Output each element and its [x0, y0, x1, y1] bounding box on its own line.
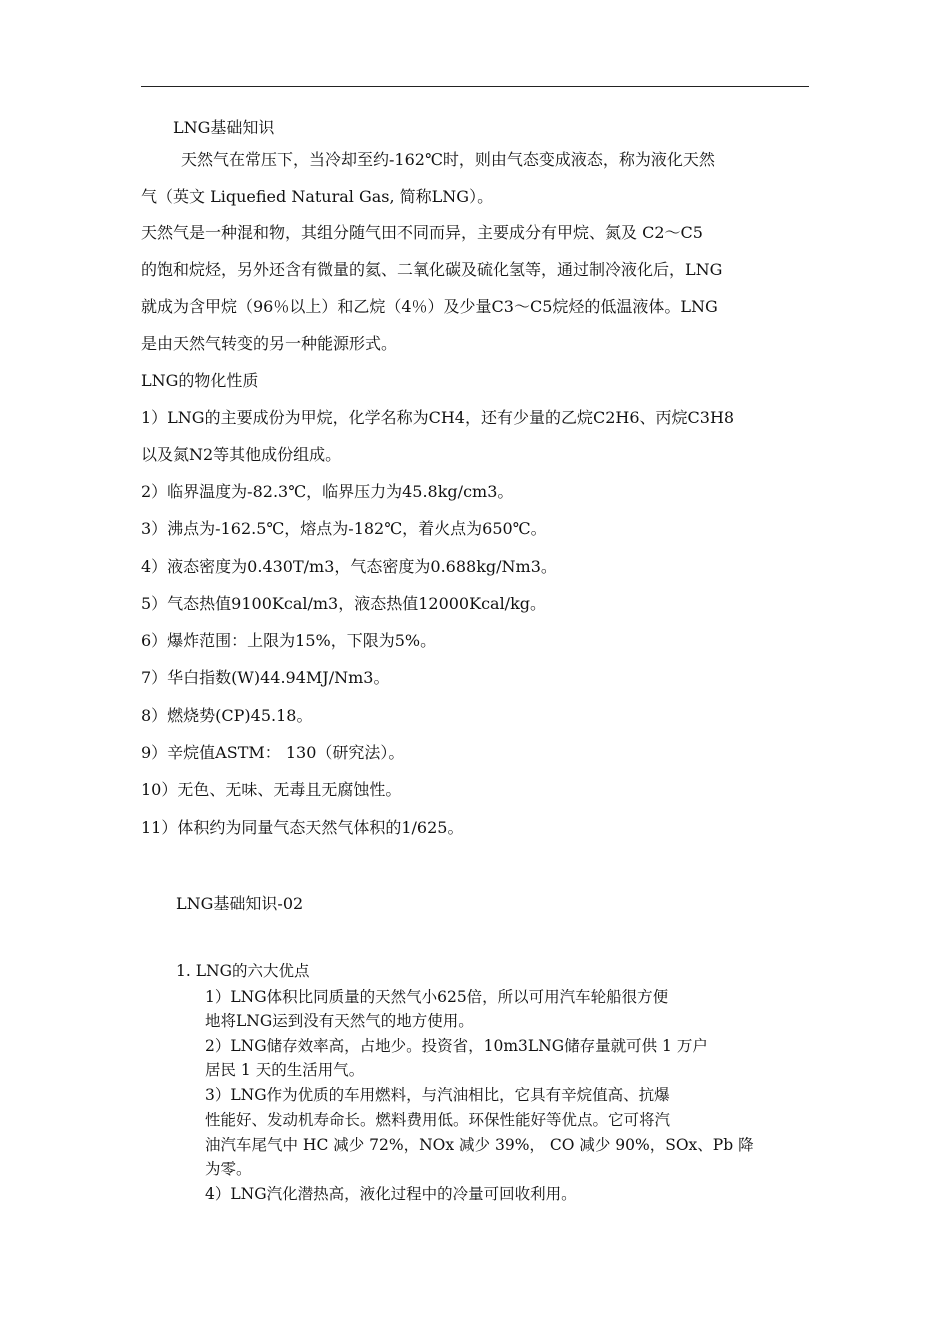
adv-line: 性能好、发动机寿命长。燃料费用低。环保性能好等优点。它可将汽 — [205, 1111, 671, 1129]
prop-item: 6）爆炸范围：上限为15%，下限为5%。 — [141, 631, 437, 650]
prop-item: 2）临界温度为-82.3℃，临界压力为45.8kg/cm3。 — [141, 482, 514, 501]
prop-item: 4）液态密度为0.430T/m3，气态密度为0.688kg/Nm3。 — [141, 557, 557, 576]
intro-line-2: 气（英文 Liquefied Natural Gas, 简称LNG）。 — [141, 187, 494, 206]
prop-item: 5）气态热值9100Kcal/m3，液态热值12000Kcal/kg。 — [141, 594, 547, 613]
para-line-2: 的饱和烷烃，另外还含有微量的氦、二氧化碳及硫化氢等，通过制冷液化后，LNG — [141, 260, 723, 279]
para-line-4: 是由天然气转变的另一种能源形式。 — [141, 334, 398, 353]
prop-item: 9）辛烷值ASTM： 130（研究法）。 — [141, 743, 405, 762]
adv-line: 居民 1 天的生活用气。 — [205, 1061, 365, 1079]
prop-item: 11）体积约为同量气态天然气体积的1/625。 — [141, 818, 464, 837]
adv-line: 为零。 — [205, 1160, 252, 1178]
para-line-3: 就成为含甲烷（96％以上）和乙烷（4％）及少量C3～C5烷烃的低温液体。LNG — [141, 297, 718, 316]
adv-line: 油汽车尾气中 HC 减少 72%，NOx 减少 39%， CO 减少 90%，SOx、Pb 降 — [205, 1136, 754, 1154]
prop-item: 10）无色、无味、无毒且无腐蚀性。 — [141, 780, 402, 799]
adv-line: 地将LNG运到没有天然气的地方使用。 — [205, 1012, 474, 1030]
header-rule — [141, 86, 809, 87]
prop-item: 以及氮N2等其他成份组成。 — [141, 445, 342, 464]
prop-item: 3）沸点为-162.5℃，熔点为-182℃，着火点为650℃。 — [141, 519, 547, 538]
intro-line-1: 天然气在常压下，当冷却至约-162℃时，则由气态变成液态，称为液化天然 — [181, 150, 715, 169]
advantages-heading: 1. LNG的六大优点 — [176, 962, 310, 980]
adv-line: 4）LNG汽化潜热高，液化过程中的冷量可回收利用。 — [205, 1185, 577, 1203]
prop-item: 1）LNG的主要成份为甲烷，化学名称为CH4，还有少量的乙烷C2H6、丙烷C3H8 — [141, 408, 735, 427]
doc-title: LNG基础知识 — [173, 118, 275, 137]
adv-line: 2）LNG储存效率高，占地少。投资省，10m3LNG储存量就可供 1 万户 — [205, 1037, 708, 1055]
para-line-1: 天然气是一种混和物，其组分随气田不同而异，主要成分有甲烷、氮及 C2～C5 — [141, 223, 703, 242]
props-heading: LNG的物化性质 — [141, 371, 259, 390]
prop-item: 7）华白指数(W)44.94MJ/Nm3。 — [141, 668, 390, 687]
section2-title: LNG基础知识-02 — [176, 894, 304, 913]
prop-item: 8）燃烧势(CP)45.18。 — [141, 706, 313, 725]
adv-line: 3）LNG作为优质的车用燃料，与汽油相比，它具有辛烷值高、抗爆 — [205, 1086, 670, 1104]
adv-line: 1）LNG体积比同质量的天然气小625倍，所以可用汽车轮船很方便 — [205, 988, 669, 1006]
